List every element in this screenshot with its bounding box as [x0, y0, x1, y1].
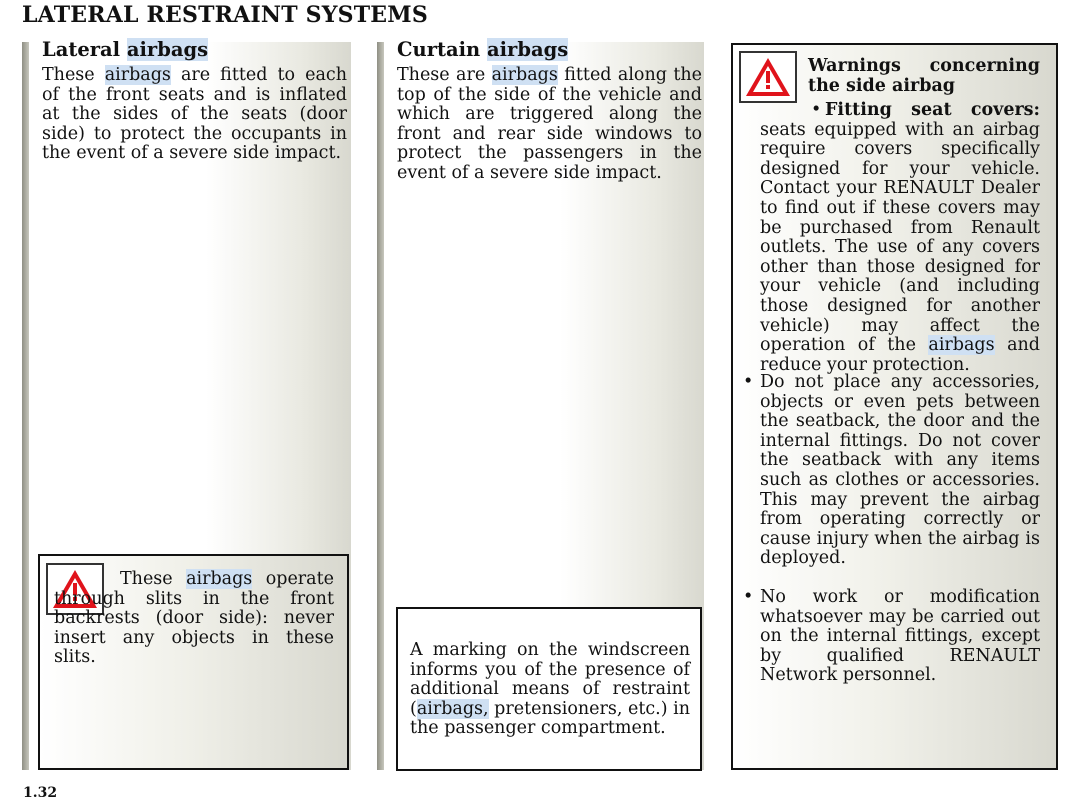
- heading-prefix: Curtain: [397, 38, 487, 61]
- side-airbag-warnings-box: [731, 43, 1058, 770]
- text-segment: These: [42, 65, 105, 85]
- lateral-airbags-text: [42, 66, 347, 164]
- slits-warning-box: [38, 554, 349, 770]
- heading-prefix: Lateral: [42, 38, 127, 61]
- bullet-lead: Fitting seat covers:: [825, 100, 1040, 120]
- text-segment: operate through slits in the front backrests (door side): never insert any objects in these slits.: [54, 569, 334, 668]
- bullet-marker: •: [811, 100, 822, 120]
- text-segment: seats equipped with an airbag require covers specifically designed for your vehicle. Contact your RENAULT Dealer to find out if these covers may be purchased from Renault outlets. The use of any covers other than those designed for your vehicle (and including those designed for another vehicle) may affect the operation of the: [760, 119, 1040, 356]
- fitting-seat-covers-text: [760, 101, 1040, 375]
- text-segment: pretensioners, etc.) in the passenger compartment.: [410, 698, 690, 739]
- bullet-marker: •: [743, 372, 754, 392]
- highlighted-term: airbags,: [416, 698, 489, 719]
- slits-warning-text: [54, 570, 334, 668]
- windscreen-note-box: [396, 607, 702, 771]
- bullet-no-modification: [743, 588, 1040, 686]
- page-number: 1.32: [23, 785, 58, 801]
- highlighted-term: airbags: [186, 569, 253, 589]
- no-modification-text: No work or modification whatsoever may be carried out on the internal fittings, except by qualified RENAULT Network personnel.: [760, 587, 1040, 686]
- bullet-fitting-seat-covers: [760, 101, 1040, 375]
- text-segment: These are: [397, 65, 492, 85]
- heading-highlight: airbags: [487, 38, 569, 61]
- curtain-airbags-heading: [397, 38, 568, 62]
- accessories-text: Do not place any accessories, objects or even pets between the seatback, the door and the internal fittings. Do not cover the seatback with any items such as clothes or accessories. This may prevent the airbag from operating correctly or cause injury when the airbag is deployed.: [760, 372, 1040, 569]
- bullet-marker: •: [743, 587, 754, 607]
- text-segment: These: [120, 569, 187, 589]
- highlighted-term: airbags: [928, 335, 995, 356]
- windscreen-note-text: [410, 641, 690, 739]
- bullet-accessories: [743, 373, 1040, 569]
- highlighted-term: airbags: [104, 65, 171, 85]
- curtain-airbags-text: [397, 66, 702, 184]
- lateral-airbags-heading: [42, 38, 208, 62]
- text-segment: A marking on the windscreen informs you of the presence of additional means of restraint (: [410, 640, 690, 719]
- left-column-bar: [22, 42, 29, 770]
- highlighted-term: airbags: [491, 65, 558, 85]
- heading-highlight: airbags: [126, 38, 209, 61]
- middle-column-bar: [377, 42, 384, 770]
- text-segment: fitted along the top of the side of the vehicle and which are triggered along the front and rear side windows to protect the passengers in the event of a severe side impact.: [397, 65, 702, 183]
- warning-triangle-icon: [739, 51, 797, 103]
- text-segment: are fitted to each of the front seats and is inflated at the sides of the seats (door side) to protect the occupants in the event of a severe side impact.: [42, 65, 347, 164]
- warnings-title: Warnings concerning the side airbag: [808, 56, 1040, 96]
- page-title: LATERAL RESTRAINT SYSTEMS: [22, 2, 428, 28]
- text-segment: and reduce your protection.: [760, 335, 1040, 375]
